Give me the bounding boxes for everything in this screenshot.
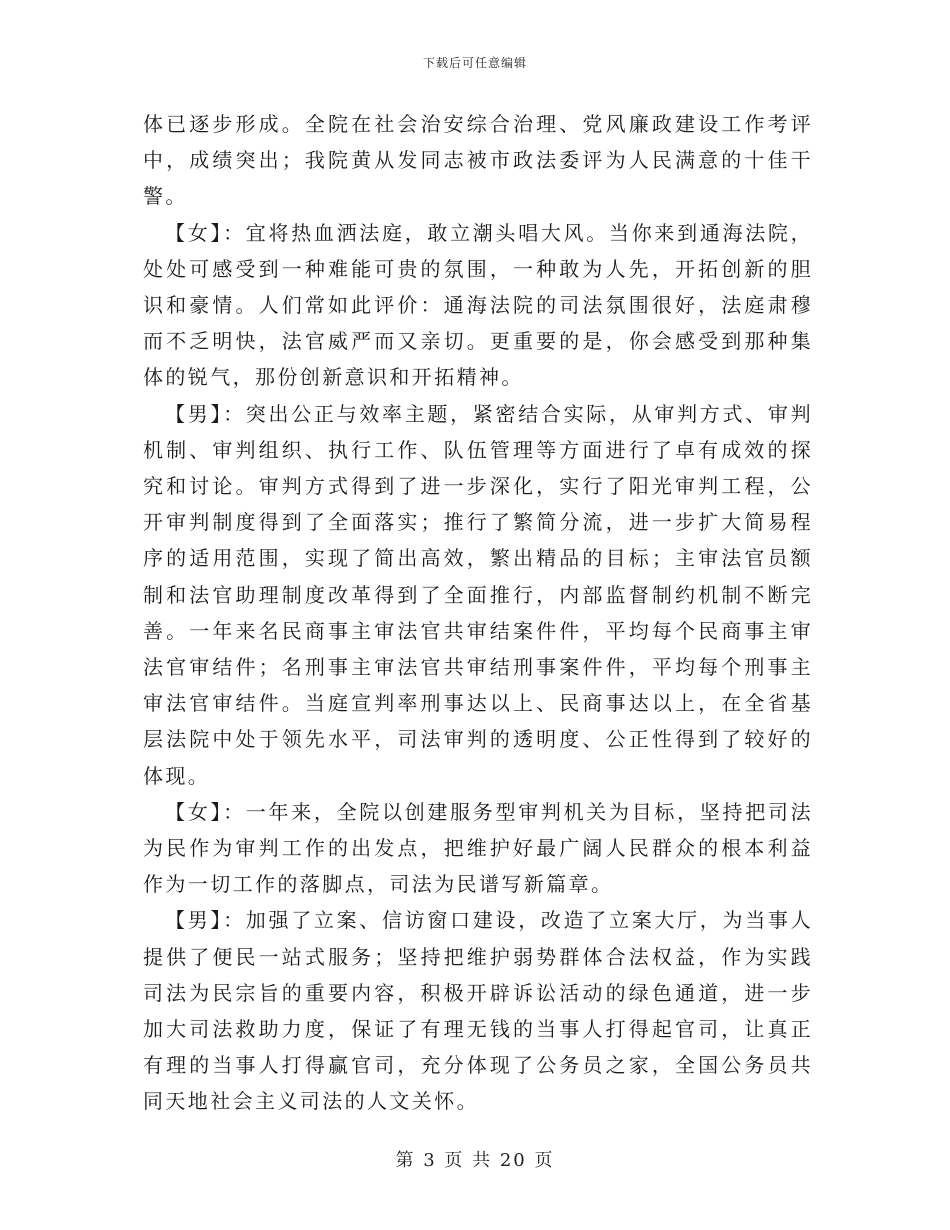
paragraph-2: 【女】：宜将热血洒法庭，敢立潮头唱大风。当你来到通海法院，处处可感受到一种难能可贵的氛围，一种敢为人先，开拓创新的胆识和豪情。人们常如此评价：通海法院的司法氛围很好，法庭肃穆而不乏明快，法官威严而又亲切。更重要的是，你会感受到那种集体的锐气，那份创新意识和开拓精神。 (143, 220, 813, 390)
paragraph-5: 【男】：加强了立案、信访窗口建设，改造了立案大厅，为当事人提供了便民一站式服务；坚持把维护弱势群体合法权益，作为实践司法为民宗旨的重要内容，积极开辟诉讼活动的绿色通道，进一步加大司法救助力度，保证了有理无钱的当事人打得起官司，让真正有理的当事人打得赢官司，充分体现了公务员之家，全国公务员共同天地社会主义司法的人文关怀。 (143, 908, 813, 1114)
paragraph-3: 【男】：突出公正与效率主题，紧密结合实际，从审判方式、审判机制、审判组织、执行工作、队伍管理等方面进行了卓有成效的探究和讨论。审判方式得到了进一步深化，实行了阳光审判工程，公开审判制度得到了全面落实；推行了繁简分流，进一步扩大简易程序的适用范围，实现了简出高效，繁出精品的目标；主审法官员额制和法官助理制度改革得到了全面推行，内部监督制约机制不断完善。一年来名民商事主审法官共审结案件件，平均每个民商事主审法官审结件；名刑事主审法官共审结刑事案件件，平均每个刑事主审法官审结件。当庭宣判率刑事达以上、民商事达以上，在全省基层法院中处于领先水平，司法审判的透明度、公正性得到了较好的体现。 (143, 401, 813, 788)
page-header: 下载后可任意编辑 (422, 56, 527, 70)
paragraph-1: 体已逐步形成。全院在社会治安综合治理、党风廉政建设工作考评中，成绩突出；我院黄从发同志被市政法委评为人民满意的十佳干警。 (143, 112, 813, 209)
document-body (143, 106, 813, 1120)
page-number-footer (0, 1146, 950, 1172)
paragraph-4: 【女】：一年来，全院以创建服务型审判机关为目标，坚持把司法为民作为审判工作的出发点，把维护好最广阔人民群众的根本利益作为一切工作的落脚点，司法为民谱写新篇章。 (143, 799, 813, 897)
page-number-text: 第 3 页 共 20 页 (395, 1150, 555, 1171)
